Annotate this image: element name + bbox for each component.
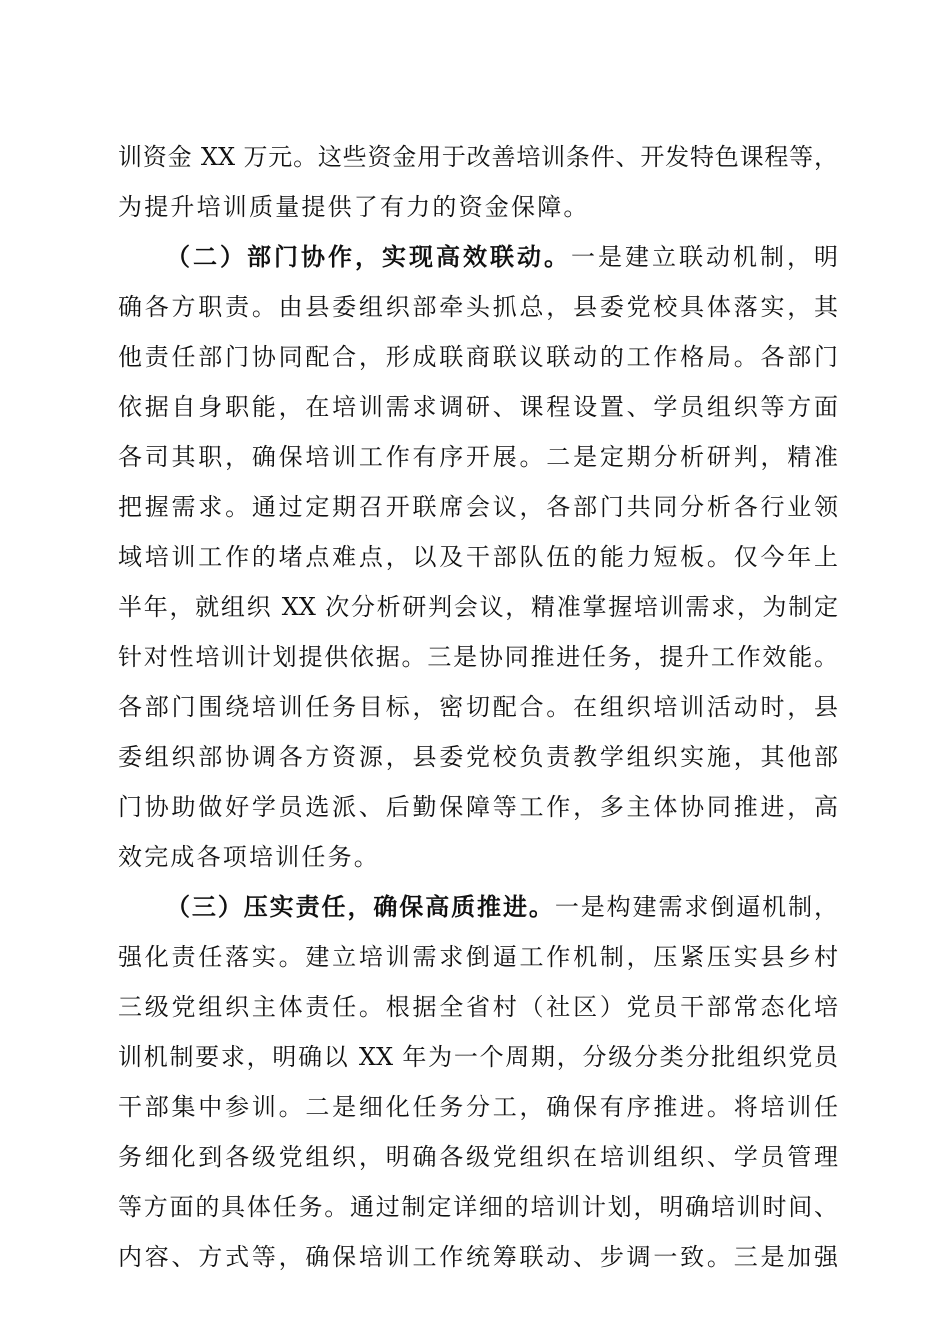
text-line (118, 332, 838, 382)
body-text: 内容、方式等，确保培训工作统筹联动、步调一致。三是加强 (118, 1243, 838, 1271)
text-line (118, 882, 838, 932)
body-text: 确各方职责。由县委组织部牵头抓总，县委党校具体落实，其 (118, 293, 838, 321)
text-line (118, 782, 838, 832)
body-text: 等方面的具体任务。通过制定详细的培训计划，明确培训时间、 (118, 1193, 838, 1221)
body-text: 效完成各项培训任务。 (118, 843, 380, 871)
body-text: 门协助做好学员选派、后勤保障等工作，多主体协同推进，高 (118, 793, 838, 821)
body-text: 依据自身职能，在培训需求调研、课程设置、学员组织等方面 (118, 393, 838, 421)
text-line (118, 982, 838, 1032)
body-text: 他责任部门协同配合，形成联商联议联动的工作格局。各部门 (118, 343, 838, 371)
text-line (118, 482, 838, 532)
text-line (118, 1232, 838, 1282)
text-line (118, 132, 838, 182)
text-line (118, 1032, 838, 1082)
body-text: 一是建立联动机制，明 (571, 243, 838, 271)
text-line (118, 382, 838, 432)
body-text: 半年，就组织 XX 次分析研判会议，精准掌握培训需求，为制定 (118, 593, 838, 621)
text-line (118, 182, 838, 232)
text-line (118, 682, 838, 732)
text-line (118, 832, 838, 882)
text-line (118, 532, 838, 582)
text-line (118, 1132, 838, 1182)
body-text: 为提升培训质量提供了有力的资金保障。 (118, 193, 590, 221)
body-text: 各司其职，确保培训工作有序开展。二是定期分析研判，精准 (118, 443, 838, 471)
text-line (118, 1182, 838, 1232)
text-line (118, 1082, 838, 1132)
body-text: 三级党组织主体责任。根据全省村（社区）党员干部常态化培 (118, 993, 838, 1021)
text-line (118, 282, 838, 332)
section-heading-text: （二）部门协作，实现高效联动。 (166, 242, 571, 271)
body-text: 各部门围绕培训任务目标，密切配合。在组织培训活动时，县 (118, 693, 838, 721)
body-text: 一是构建需求倒逼机制， (554, 893, 838, 921)
body-text: 针对性培训计划提供依据。三是协同推进任务，提升工作效能。 (118, 643, 838, 671)
body-text: 强化责任落实。建立培训需求倒逼工作机制，压紧压实县乡村 (118, 943, 838, 971)
body-text: 务细化到各级党组织，明确各级党组织在培训组织、学员管理 (118, 1143, 838, 1171)
body-text: 把握需求。通过定期召开联席会议，各部门共同分析各行业领 (118, 493, 838, 521)
body-text: 委组织部协调各方资源，县委党校负责教学组织实施，其他部 (118, 743, 838, 771)
document-body (118, 132, 838, 1282)
text-line (118, 732, 838, 782)
body-text: 训机制要求，明确以 XX 年为一个周期，分级分类分批组织党员 (118, 1043, 838, 1071)
body-text: 域培训工作的堵点难点，以及干部队伍的能力短板。仅今年上 (118, 543, 838, 571)
body-text: 训资金 XX 万元。这些资金用于改善培训条件、开发特色课程等， (118, 143, 838, 171)
body-text: 干部集中参训。二是细化任务分工，确保有序推进。将培训任 (118, 1093, 838, 1121)
text-line (118, 932, 838, 982)
text-line (118, 582, 838, 632)
text-line (118, 632, 838, 682)
text-line (118, 232, 838, 282)
text-line (118, 432, 838, 482)
section-heading-text: （三）压实责任，确保高质推进。 (166, 892, 555, 921)
